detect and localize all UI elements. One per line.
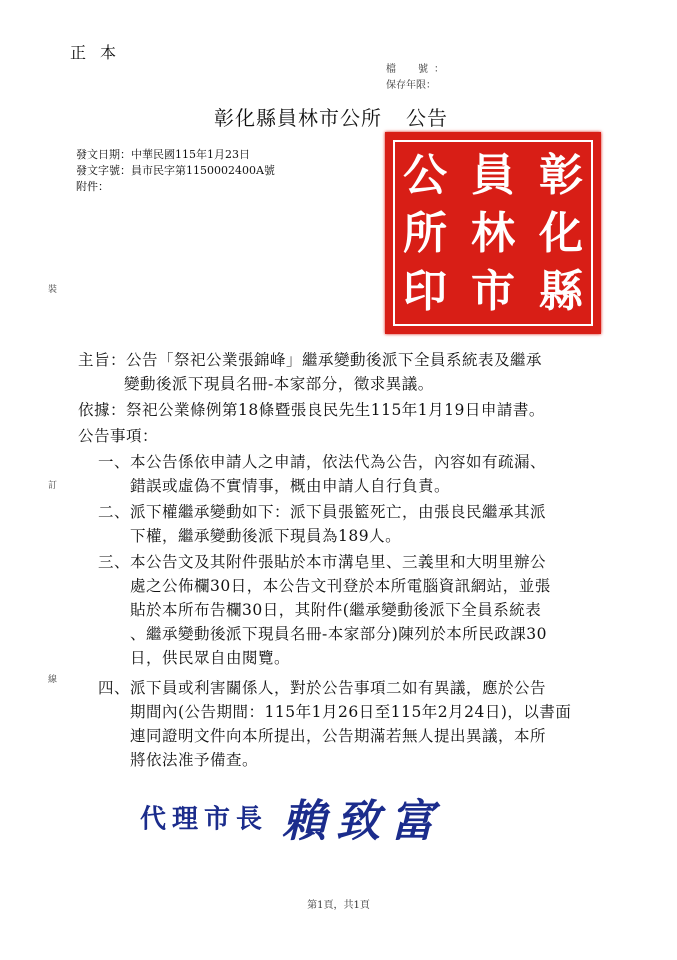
subject-line-2: 變動後派下現員名冊-本家部分，徵求異議。: [124, 375, 434, 393]
binding-mark: 線: [48, 675, 58, 685]
seal-glyph: 市: [471, 266, 515, 317]
seal-glyph: 員: [471, 150, 515, 201]
attachment-label: 附件：: [76, 180, 109, 193]
seal-glyph: 彰: [539, 150, 583, 201]
item-1-line-1: 一、本公告係依申請人之申請，依法代為公告，內容如有疏漏、: [98, 453, 547, 471]
seal-glyph: 化: [539, 208, 583, 259]
item-4-line-1: 四、派下員或利害關係人，對於公告事項二如有異議，應於公告: [98, 679, 547, 697]
seal-glyph: 林: [471, 208, 515, 259]
document-type: 公告: [406, 106, 448, 130]
signature-block: [140, 785, 444, 849]
basis-line: 依據：祭祀公業條例第18條暨張良民先生115年1月19日申請書。: [78, 401, 545, 419]
file-number-label: 檔 號：: [386, 64, 450, 75]
page-footer: 第1頁，共1頁: [307, 900, 370, 911]
item-3-line-5: 日，供民眾自由閱覽。: [130, 649, 291, 667]
document-number: 發文字號：員市民字第1150002400A號: [76, 164, 275, 177]
item-3-line-4: 、繼承變動後派下現員名冊-本家部分)陳列於本所民政課30: [130, 625, 548, 643]
item-2-line-2: 下權，繼承變動後派下現員為189人。: [130, 527, 402, 545]
item-2-line-1: 二、派下權繼承變動如下：派下員張籃死亡，由張良民繼承其派: [98, 503, 547, 521]
signatory-title: 代理市長: [140, 804, 269, 835]
seal-glyph: 所: [403, 208, 447, 259]
binding-mark: 訂: [48, 481, 58, 491]
item-4-line-2: 期間內(公告期間：115年1月26日至115年2月24日)，以書面: [130, 703, 572, 721]
subject-line-1: 主旨：公告「祭祀公業張錦峰」繼承變動後派下全員系統表及繼承: [78, 351, 543, 369]
items-heading: 公告事項：: [78, 427, 159, 445]
copy-label: 正本: [70, 43, 131, 62]
seal-glyph: 公: [403, 150, 447, 201]
item-3-line-3: 貼於本所布告欄30日，其附件(繼承變動後派下全員系統表: [130, 601, 542, 619]
binding-mark: 裝: [48, 285, 58, 295]
seal-glyph: 縣: [539, 266, 583, 317]
issuing-organization: 彰化縣員林市公所: [214, 106, 382, 130]
document-title: [214, 102, 448, 131]
item-4-line-4: 將依法准予備查。: [130, 751, 259, 769]
signatory-name: 賴致富: [282, 796, 445, 847]
issue-date: 發文日期：中華民國115年1月23日: [76, 148, 250, 161]
seal-glyph: 印: [403, 266, 447, 317]
retention-label: 保存年限：: [386, 80, 436, 91]
official-seal: [385, 132, 601, 334]
item-4-line-3: 連同證明文件向本所提出，公告期滿若無人提出異議，本所: [130, 727, 547, 745]
item-1-line-2: 錯誤或虛偽不實情事，概由申請人自行負責。: [130, 477, 451, 495]
item-3-line-1: 三、本公告文及其附件張貼於本市溝皂里、三義里和大明里辦公: [98, 553, 547, 571]
item-3-line-2: 處之公佈欄30日，本公告文刊登於本所電腦資訊網站，並張: [130, 577, 551, 595]
